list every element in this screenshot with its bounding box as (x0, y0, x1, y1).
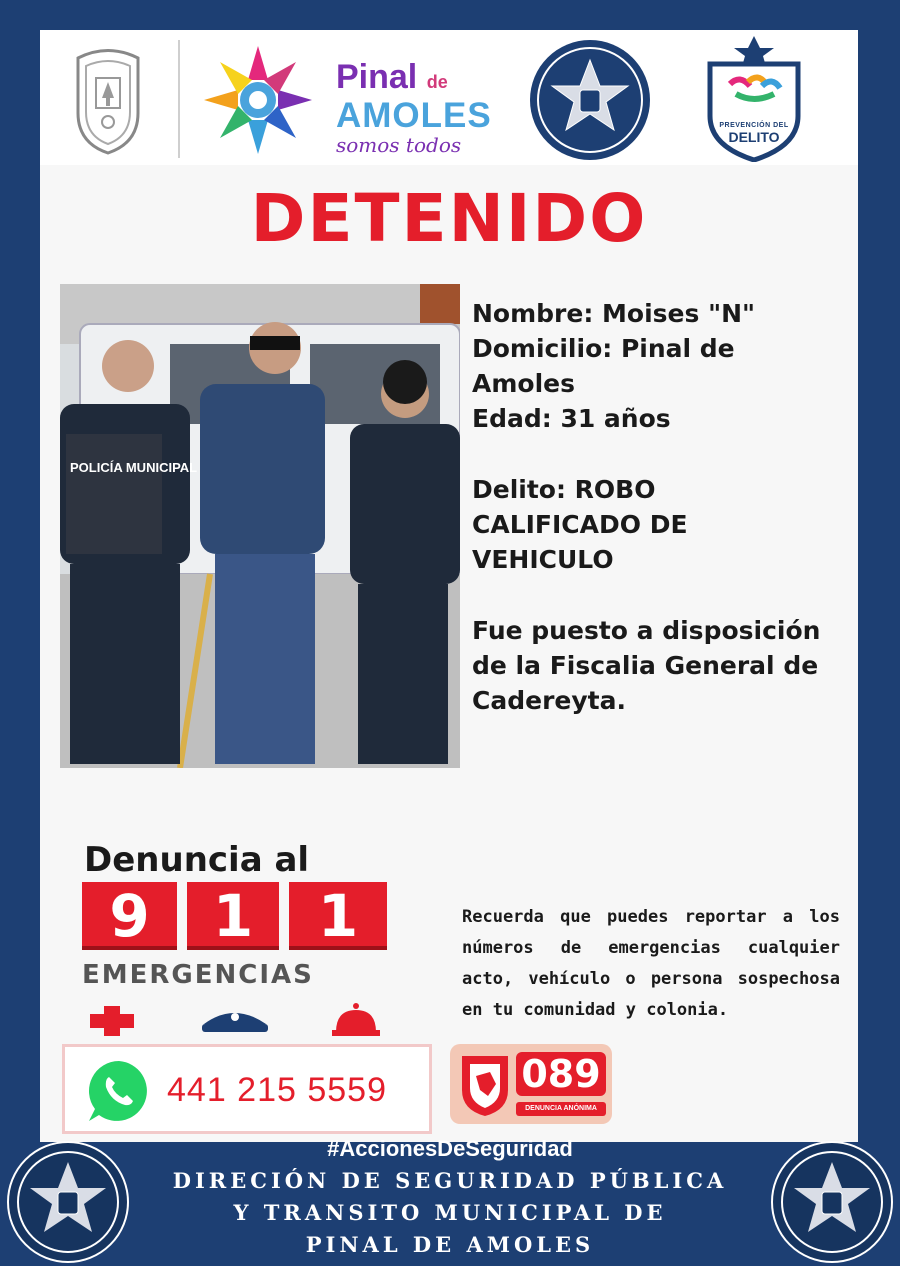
footer-line-3: PINAL DE AMOLES (305, 1232, 595, 1257)
brand-slogan: somos todos (336, 133, 462, 157)
anonymous-label: DENUNCIA ANÓNIMA (516, 1102, 606, 1116)
prevention-small-text: PREVENCIÓN DEL (719, 122, 789, 129)
disposition-line-2: de la Fiscalia General de (472, 651, 819, 680)
whatsapp-icon (85, 1057, 153, 1125)
name-line: Nombre: Moises "N" (472, 299, 756, 328)
emergency-911-digits (82, 882, 387, 950)
logo-header (40, 30, 858, 165)
digit-9: 9 (82, 882, 177, 950)
brand-line-amoles: AMOLES (336, 96, 492, 135)
shield-map-icon (458, 1050, 512, 1118)
poster-card (40, 30, 858, 1142)
emergencies-label: EMERGENCIAS (82, 960, 314, 990)
footer-line-2: Y TRANSITO MUNICIPAL DE (233, 1200, 667, 1225)
crime-line-2: CALIFICADO DE (472, 510, 688, 539)
page-title: DETENIDO (250, 180, 648, 257)
digit-1-first: 1 (187, 882, 279, 950)
brand-line-de: de (426, 72, 448, 92)
red-cross-icon (90, 1006, 134, 1036)
report-notice: Recuerda que puedes reportar a los números de emergencias cualquier acto, vehículo o persona sospechosa en tu comunidad y colonia. (462, 907, 840, 1020)
address-line-1: Domicilio: Pinal de (472, 334, 735, 363)
whatsapp-number[interactable]: 441 215 5559 (167, 1071, 387, 1109)
report-title-text: Denuncia al (84, 840, 310, 880)
fire-alarm-icon (332, 1003, 380, 1036)
emergency-service-icons (84, 998, 384, 1038)
anonymous-report-089[interactable] (450, 1044, 612, 1124)
hashtag: #AccionesDeSeguridad (327, 1136, 573, 1161)
crime-line-3: VEHICULO (472, 545, 614, 574)
vest-label: POLICÍA MUNICIPAL (70, 460, 198, 475)
footer-line-1: DIRECIÓN DE SEGURIDAD PÚBLICA (172, 1168, 728, 1193)
detainee-photo (60, 284, 460, 768)
disposition-line-1: Fue puesto a disposición (472, 616, 821, 645)
anonymous-number: 089 (516, 1052, 606, 1096)
pinal-de-amoles-wordmark (336, 60, 506, 160)
municipal-seal-icon (68, 38, 148, 158)
divider (178, 40, 180, 158)
brand-line-pinal: Pinal (336, 58, 418, 96)
whatsapp-contact[interactable] (62, 1044, 432, 1134)
report-911-title (84, 840, 404, 880)
crime-line-1: Delito: ROBO (472, 475, 656, 504)
detainee-info (472, 296, 852, 718)
disposition-line-3: Cadereyta. (472, 686, 626, 715)
digit-1-second: 1 (289, 882, 387, 950)
address-line-2: Amoles (472, 369, 575, 398)
star-flower-logo-icon (200, 42, 316, 158)
age-line: Edad: 31 años (472, 404, 671, 433)
crime-prevention-label (714, 122, 794, 145)
prevention-big-text: DELITO (728, 129, 780, 145)
police-cap-icon (202, 1013, 268, 1032)
public-security-badge-icon (528, 38, 652, 162)
